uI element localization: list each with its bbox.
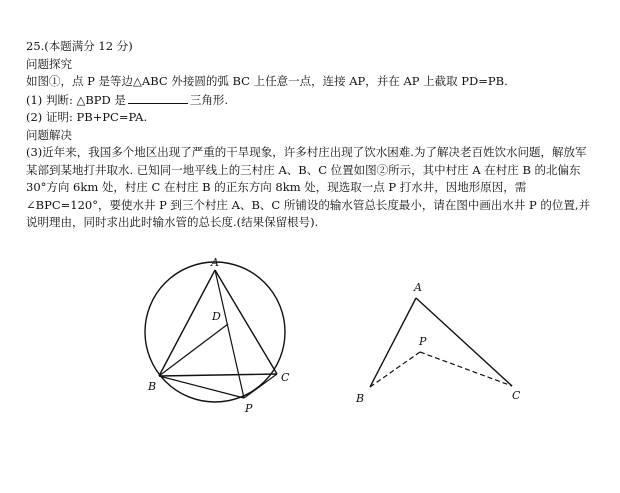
question-1-suffix: 三角形. (189, 92, 229, 107)
fig2-label-P: P (419, 335, 427, 348)
fig2-label-C: C (512, 389, 521, 402)
question-3: (3)近年来，我国多个地区出现了严重的干旱现象，许多村庄出现了饮水困难.为了解决老百姓饮水问题，解放军某部到某地打井取水. 已知同一地平线上的三村庄 A、B、C 位置如图②所示，其中村庄 A 在村庄 B 的北偏东 30°方向 6km 处，村庄 C 在村庄 B 的正东方向 8km 处，现选取一点 P 打水井，因地形原因，需∠BPC=120°，要使水井 P 到三个村庄 A、B、C 所铺设的输水管总长度最小，请在图中画出水井 P 的位置,并说明理由，同时求出此时输水管的总长度.(结果保留根号). (26, 145, 591, 229)
fig2-label-B: B (356, 392, 365, 405)
problem-number: 25.(本题满分 12 分) (26, 39, 133, 53)
question-1-prefix: (1) 判断: △BPD 是 (26, 92, 126, 107)
heading-explore: 问题探究 (26, 56, 72, 71)
heading-solve: 问题解决 (26, 127, 72, 142)
fig1-label-C: C (281, 371, 290, 384)
segment-PC (420, 352, 512, 386)
fig1-label-A: A (211, 256, 219, 269)
problem-intro: 如图①，点 P 是等边△ABC 外接圆的弧 BC 上任意一点，连接 AP，并在 AP 上截取 PD=PB. (26, 74, 508, 88)
segment-BP (370, 352, 420, 387)
chords-to-P (159, 270, 277, 398)
question-2: (2) 证明: PB+PC=PA. (26, 110, 148, 124)
fig1-label-P: P (245, 402, 253, 415)
segment-BA (370, 298, 416, 387)
figure-2 (355, 281, 521, 405)
segment-AC (416, 298, 512, 386)
fig1-label-B: B (148, 380, 157, 393)
circumcircle (145, 262, 285, 402)
fig1-label-D: D (212, 310, 221, 323)
fig2-label-A: A (414, 281, 422, 294)
